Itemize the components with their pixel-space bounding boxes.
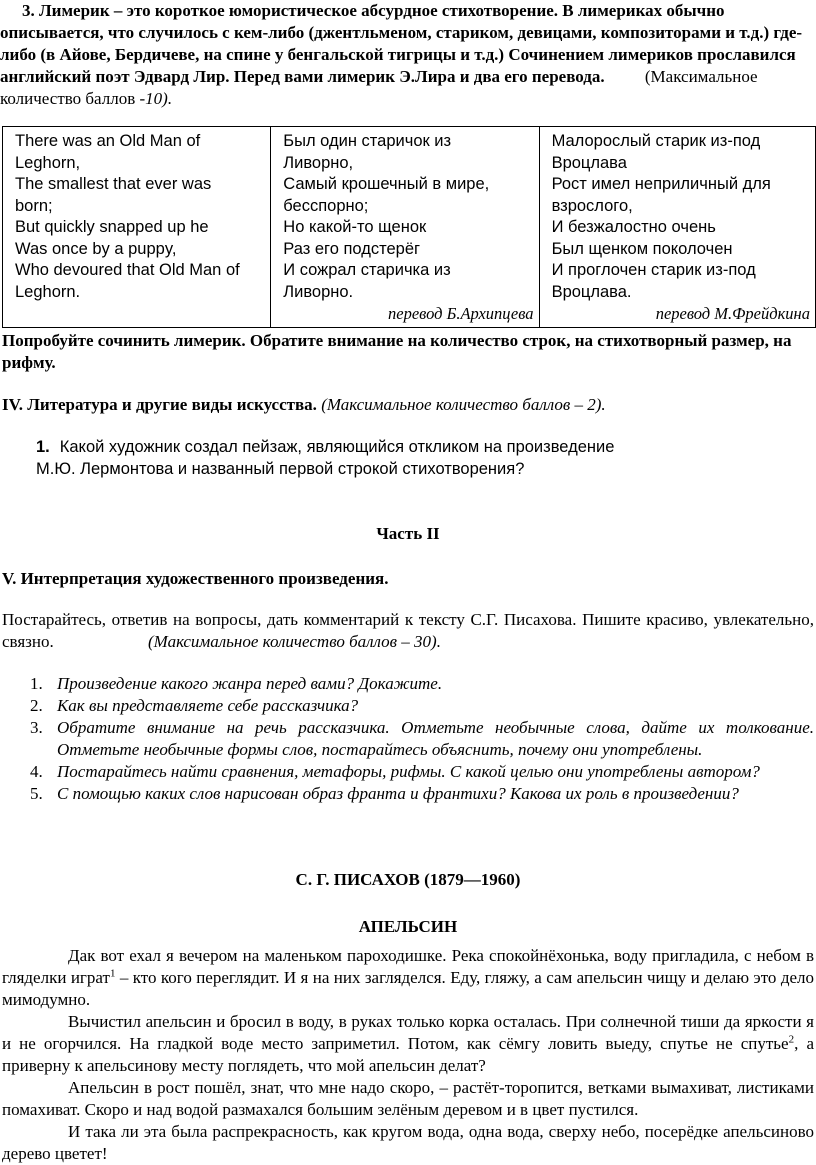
- story-title: АПЕЛЬСИН: [358, 917, 458, 936]
- story-text-part: , а приверну к апельсинову месту поглядеть, что мой апельсин делат?: [2, 1034, 814, 1075]
- question-text: Постарайтесь найти сравнения, метафоры, рифмы. С какой целью они употреблены автором?: [57, 762, 760, 781]
- art-question: [36, 436, 614, 480]
- limerick-line: Рост имел неприличный для: [551, 175, 771, 193]
- story-text-part: Вычистил апельсин и бросил в воду, в руках только корка осталась. При солнечной тиши да яркости я и не огорчился. На гладкой воде место заприметил. Потом, как сёмгу ловить выеду, спутье не спутье: [2, 1012, 814, 1053]
- translator-credit: перевод М.Фрейдкина: [655, 304, 810, 323]
- intro-max-label: (Максимальное количество баллов -: [0, 67, 758, 108]
- section-4-heading: [2, 394, 606, 416]
- list-item: [2, 717, 814, 761]
- section-4-max-score: (Максимальное количество баллов – 2).: [321, 395, 606, 414]
- translator-credit: перевод Б.Архипцева: [388, 304, 534, 323]
- translation-cell-2: [539, 127, 815, 328]
- limerick-line: But quickly snapped up he: [15, 218, 209, 236]
- limerick-line: Was once by a puppy,: [15, 239, 177, 258]
- limerick-line: Ливорно,: [283, 153, 354, 172]
- limerick-task: Попробуйте сочинить лимерик. Обратите внимание на количество строк, на стихотворный размер, на рифму.: [2, 331, 792, 372]
- limerick-line: бесспорно;: [283, 196, 369, 215]
- translation-cell-1: [271, 127, 539, 328]
- question-number: 5.: [30, 784, 43, 803]
- story-paragraph: [2, 945, 814, 1011]
- question-number: 1.: [30, 674, 43, 693]
- limerick-line: Leghorn,: [15, 153, 81, 172]
- footnote-marker: 2: [788, 1033, 795, 1046]
- list-item: [2, 695, 814, 717]
- part-2-heading: Часть II: [376, 524, 440, 543]
- question-text: Произведение какого жанра перед вами? Докажите.: [57, 674, 443, 693]
- story-paragraph: [2, 1011, 814, 1077]
- limerick-line: И проглочен старик из-под: [551, 261, 756, 279]
- limerick-line: И безжалостно очень: [551, 218, 716, 236]
- limerick-line: И сожрал старичка из: [283, 261, 451, 279]
- story-author: С. Г. ПИСАХОВ (1879—1960): [295, 870, 521, 889]
- limerick-line: Ливорно.: [283, 282, 354, 301]
- limerick-line: The smallest that ever was: [15, 175, 212, 193]
- limerick-line: Малорослый старик из-под: [551, 132, 761, 150]
- limerick-line: There was an Old Man of: [15, 132, 201, 150]
- list-item: [2, 673, 814, 695]
- limerick-line: Who devoured that Old Man of: [15, 261, 240, 279]
- limerick-line: Leghorn.: [15, 282, 81, 301]
- story-text: [2, 945, 814, 1165]
- intro-max-value: 10).: [145, 89, 173, 108]
- limerick-line: born;: [15, 196, 53, 215]
- section-5-heading: V. Интерпретация художественного произведения.: [2, 569, 389, 588]
- task-text: Постарайтесь, ответив на вопросы, дать комментарий к тексту С.Г. Писахова. Пишите красиво, увлекательно, связно.: [2, 610, 814, 651]
- art-question-number: 1.: [36, 438, 50, 456]
- limerick-table-row: [3, 127, 816, 328]
- original-limerick-cell: [3, 127, 271, 328]
- limerick-line: Вроцлава.: [551, 282, 632, 301]
- question-text: Обратите внимание на речь рассказчика. Отметьте необычные слова, дайте их толкование. Отметьте необычные формы слов, постарайтесь объяснить, почему они употреблены.: [57, 718, 814, 759]
- question-list: [2, 673, 814, 805]
- question-text: Как вы представляете себе рассказчика?: [57, 696, 359, 715]
- question-number: 4.: [30, 762, 43, 781]
- story-text-part: Дак вот ехал я вечером на маленьком пароходишке. Река спокойнёхонька, воду пригладила, с небом в гляделки играт: [2, 946, 814, 987]
- question-number: 2.: [30, 696, 43, 715]
- limerick-line: Но какой-то щенок: [283, 218, 427, 236]
- limerick-intro: [0, 0, 814, 110]
- interpretation-task: [2, 609, 814, 653]
- question-text: С помощью каких слов нарисован образ франта и франтихи? Какова их роль в произведении?: [57, 784, 739, 803]
- task-max-score: (Максимальное количество баллов – 30).: [147, 632, 441, 651]
- limerick-line: Был щенком поколочен: [551, 239, 733, 258]
- limerick-line: Вроцлава: [551, 153, 627, 172]
- story-paragraph: И така ли эта была распрекрасность, как кругом вода, одна вода, сверху небо, посерёдке апельсиново дерево цветет!: [2, 1122, 814, 1163]
- limerick-table: [2, 126, 816, 328]
- story-paragraph: Апельсин в рост пошёл, знат, что мне надо скоро, – растёт-торопится, ветками вымахиват, листиками помахиват. Скоро и над водой размахался большим зелёным деревом и в цвет пустился.: [2, 1078, 814, 1119]
- art-question-line-1: Какой художник создал пейзаж, являющийся откликом на произведение: [59, 438, 615, 456]
- question-number: 3.: [30, 718, 43, 737]
- intro-number: 3.: [22, 1, 35, 20]
- limerick-line: взрослого,: [551, 196, 633, 215]
- section-4-title: IV. Литература и другие виды искусства.: [2, 395, 317, 414]
- art-question-line-2: М.Ю. Лермонтова и названный первой строкой стихотворения?: [36, 460, 525, 478]
- intro-text: Лимерик – это короткое юмористическое абсурдное стихотворение. В лимериках обычно описывается, что случилось с кем-либо (джентльменом, стариком, девицами, композиторами и т.д.) где-либо (в Айове, Бердичеве, на спине у бенгальской тигрицы и т.д.) Сочинением лимериков прославился английский поэт Эдвард Лир. Перед вами лимерик Э.Лира и два его перевода.: [0, 1, 803, 86]
- story-text-part: – кто кого переглядит. И я на них загляделся. Еду, гляжу, а сам апельсин чищу и делаю это дело мимодумно.: [2, 968, 814, 1009]
- limerick-line: Был один старичок из: [283, 132, 452, 150]
- list-item: [2, 761, 814, 783]
- limerick-line: Раз его подстерёг: [283, 239, 421, 258]
- list-item: [2, 783, 814, 805]
- footnote-marker: 1: [109, 967, 116, 980]
- limerick-line: Самый крошечный в мире,: [283, 175, 490, 193]
